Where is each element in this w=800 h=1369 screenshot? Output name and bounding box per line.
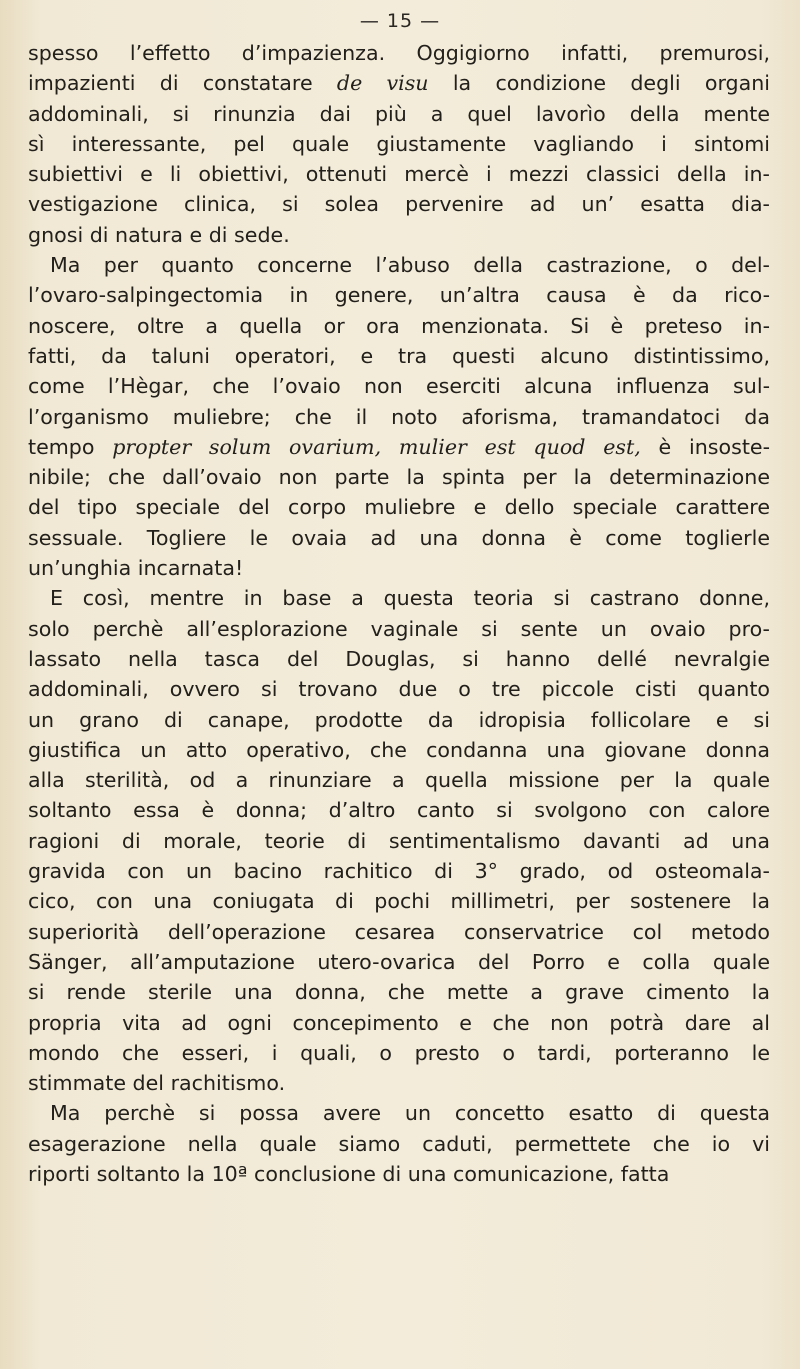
text-segment: propria vita ad ogni concepimento e che non potrà dare al bbox=[28, 1010, 770, 1035]
text-line bbox=[28, 371, 770, 401]
text-line bbox=[28, 432, 770, 462]
text-line bbox=[28, 1008, 770, 1038]
text-segment: un’unghia incarnata! bbox=[28, 556, 244, 581]
body-text bbox=[28, 38, 770, 1189]
text-line bbox=[28, 220, 770, 250]
text-segment: un grano di canape, prodotte da idropisia follicolare e si bbox=[28, 707, 770, 732]
text-segment: l’organismo muliebre; che il noto aforisma, tramandatoci da bbox=[28, 404, 770, 429]
text-line bbox=[28, 765, 770, 795]
text-line bbox=[28, 492, 770, 522]
text-segment: sì interessante, pel quale giustamente vagliando i sintomi bbox=[28, 131, 770, 156]
text-line bbox=[28, 917, 770, 947]
text-segment: mondo che esseri, i quali, o presto o tardi, porteranno le bbox=[28, 1040, 770, 1065]
text-line bbox=[28, 644, 770, 674]
text-line bbox=[28, 886, 770, 916]
text-segment: tempo bbox=[28, 434, 113, 459]
text-line bbox=[28, 1038, 770, 1068]
text-line bbox=[28, 614, 770, 644]
text-segment: cico, con una coniugata di pochi millimetri, per sostenere la bbox=[28, 889, 770, 914]
text-line bbox=[28, 1159, 770, 1189]
text-segment: alla sterilità, od a rinunziare a quella missione per la quale bbox=[28, 768, 770, 793]
text-segment: vestigazione clinica, si solea pervenire ad un’ esatta dia- bbox=[28, 192, 770, 217]
text-segment: nibile; che dall’ovaio non parte la spinta per la determinazione bbox=[28, 465, 770, 490]
text-line bbox=[28, 523, 770, 553]
text-segment: addominali, si rinunzia dai più a quel lavorìo della mente bbox=[28, 101, 770, 126]
text-segment: spesso l’effetto d’impazienza. Oggigiorno infatti, premurosi, bbox=[28, 41, 770, 65]
text-segment: addominali, ovvero si trovano due o tre piccole cisti quanto bbox=[28, 677, 770, 702]
text-segment: giustifica un atto operativo, che condanna una giovane donna bbox=[28, 737, 770, 762]
text-line bbox=[28, 705, 770, 735]
text-line bbox=[28, 583, 770, 613]
text-line bbox=[28, 856, 770, 886]
text-segment: E così, mentre in base a questa teoria si castrano donne, bbox=[50, 586, 770, 611]
text-segment: gnosi di natura e di sede. bbox=[28, 222, 290, 247]
text-line bbox=[28, 826, 770, 856]
text-line bbox=[28, 280, 770, 310]
text-line bbox=[28, 250, 770, 280]
text-segment: lassato nella tasca del Douglas, si hanno dellé nevralgie bbox=[28, 646, 770, 671]
text-line bbox=[28, 1129, 770, 1159]
text-segment: superiorità dell’operazione cesarea conservatrice col metodo bbox=[28, 919, 770, 944]
text-segment: l’ovaro-salpingectomia in genere, un’altra causa è da rico- bbox=[28, 283, 770, 308]
text-line bbox=[28, 795, 770, 825]
text-line bbox=[28, 99, 770, 129]
text-line bbox=[28, 947, 770, 977]
text-segment: noscere, oltre a quella or ora menzionata. Si è preteso in- bbox=[28, 313, 770, 338]
text-line bbox=[28, 735, 770, 765]
text-segment: sessuale. Togliere le ovaia ad una donna è come toglierle bbox=[28, 525, 770, 550]
text-segment: Sänger, all’amputazione utero-ovarica del Porro e colla quale bbox=[28, 949, 770, 974]
text-line bbox=[28, 189, 770, 219]
text-segment: solo perchè all’esplorazione vaginale si sente un ovaio pro- bbox=[28, 616, 770, 641]
page-number: — 15 — bbox=[359, 10, 441, 32]
text-line bbox=[28, 311, 770, 341]
text-line bbox=[28, 1068, 770, 1098]
text-segment: ragioni di morale, teorie di sentimentalismo davanti ad una bbox=[28, 828, 770, 853]
text-segment: subiettivi e li obiettivi, ottenuti mercè i mezzi classici della in- bbox=[28, 162, 770, 187]
text-line bbox=[28, 674, 770, 704]
text-line bbox=[28, 977, 770, 1007]
text-line bbox=[28, 341, 770, 371]
text-line bbox=[28, 1098, 770, 1128]
text-line bbox=[28, 68, 770, 98]
text-line bbox=[28, 553, 770, 583]
italic-phrase: de visu bbox=[336, 71, 429, 96]
text-segment: soltanto essa è donna; d’altro canto si svolgono con calore bbox=[28, 798, 770, 823]
text-segment: stimmate del rachitismo. bbox=[28, 1071, 286, 1096]
text-line bbox=[28, 462, 770, 492]
text-segment: esagerazione nella quale siamo caduti, permettete che io vi bbox=[28, 1131, 770, 1156]
text-line bbox=[28, 159, 770, 189]
text-segment: impazienti di constatare bbox=[28, 71, 337, 96]
text-segment: come l’Hègar, che l’ovaio non eserciti alcuna influenza sul- bbox=[28, 374, 770, 399]
text-line bbox=[28, 402, 770, 432]
text-line bbox=[28, 38, 770, 68]
text-segment: del tipo speciale del corpo muliebre e dello speciale carattere bbox=[28, 495, 770, 520]
text-segment: la condizione degli organi bbox=[428, 71, 770, 96]
text-segment: riporti soltanto la 10ª conclusione di una comunicazione, fatta bbox=[28, 1161, 670, 1186]
text-segment: Ma per quanto concerne l’abuso della castrazione, o del- bbox=[50, 253, 770, 278]
text-line bbox=[28, 129, 770, 159]
italic-phrase: propter solum ovarium, mulier est quod est, bbox=[112, 434, 641, 459]
text-segment: si rende sterile una donna, che mette a grave cimento la bbox=[28, 980, 770, 1005]
text-segment: Ma perchè si possa avere un concetto esatto di questa bbox=[50, 1101, 770, 1126]
text-segment: fatti, da taluni operatori, e tra questi alcuno distintissimo, bbox=[28, 343, 770, 368]
text-segment: è insoste- bbox=[640, 434, 770, 459]
text-segment: gravida con un bacino rachitico di 3° grado, od osteomala- bbox=[28, 859, 770, 884]
